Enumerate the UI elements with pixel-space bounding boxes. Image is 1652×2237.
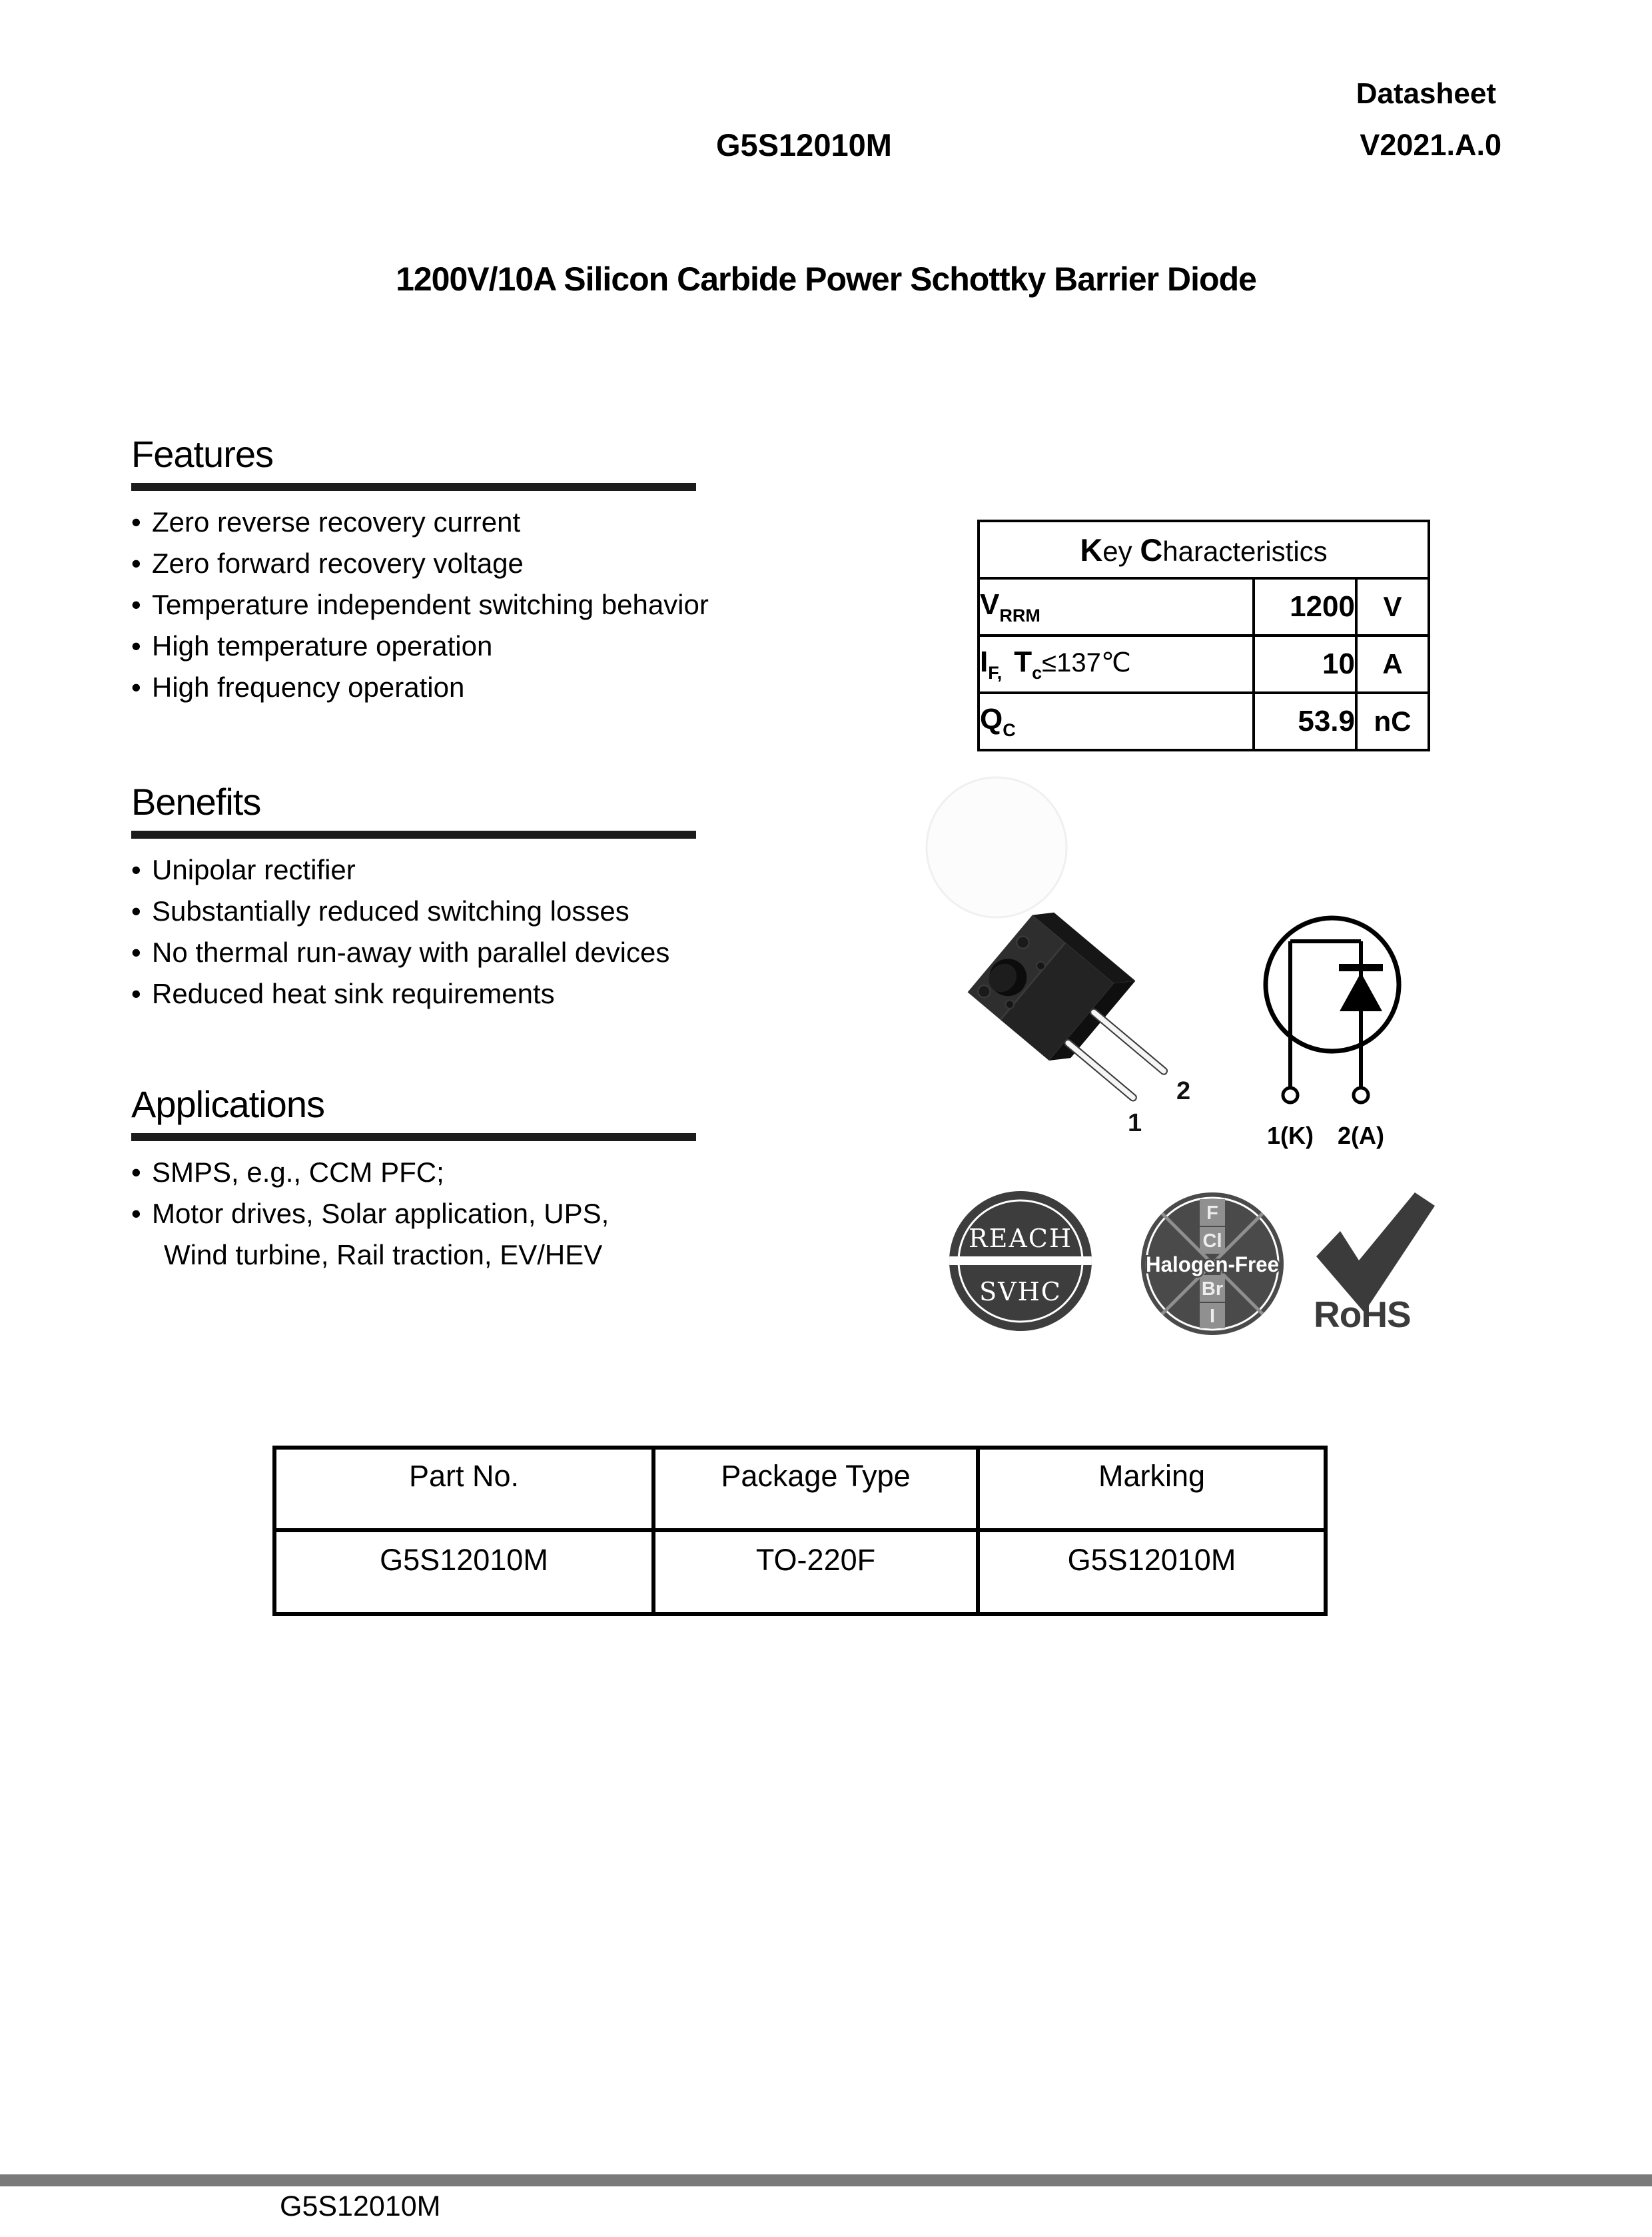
package-type-cell: TO-220F <box>653 1530 978 1614</box>
part-no-cell: G5S12010M <box>274 1530 653 1614</box>
column-header: Package Type <box>653 1448 978 1530</box>
list-item-text: SMPS, e.g., CCM PFC; <box>152 1156 444 1188</box>
title-segment: K <box>1080 532 1103 568</box>
title-segment: C <box>1140 532 1163 568</box>
table-row <box>979 578 1429 636</box>
list-item <box>131 543 771 584</box>
rohs-logo <box>1314 1192 1435 1335</box>
table-header-row <box>274 1448 1326 1530</box>
bullet-icon: • <box>131 630 141 662</box>
bullet-icon: • <box>131 895 141 927</box>
table-row <box>979 693 1429 750</box>
bullet-icon: • <box>131 1156 141 1188</box>
list-item <box>131 1152 771 1193</box>
list-item <box>131 849 771 891</box>
features-heading: Features <box>131 433 273 475</box>
value-cell: 53.9 <box>1254 693 1356 750</box>
applications-underline <box>131 1133 696 1141</box>
list-item <box>131 584 771 626</box>
param-subscript: F, <box>988 662 1003 683</box>
reach-svhc-logo <box>946 1191 1095 1331</box>
part-table <box>272 1446 1324 1616</box>
applications-section <box>131 1082 771 1270</box>
bullet-icon: • <box>131 1198 141 1229</box>
param-subscript: RRM <box>999 605 1040 626</box>
features-underline <box>131 483 696 491</box>
table-row <box>979 636 1429 693</box>
bullet-icon: • <box>131 978 141 1009</box>
svhc-label: SVHC <box>979 1277 1062 1306</box>
value-cell: 1200 <box>1254 578 1356 636</box>
features-list <box>131 502 771 708</box>
footer-divider-bar <box>0 2174 1652 2186</box>
element-cl: Cl <box>1202 1230 1222 1252</box>
list-item-text: Substantially reduced switching losses <box>152 895 629 927</box>
benefits-heading: Benefits <box>131 781 261 823</box>
param-symbol: T <box>1014 645 1032 678</box>
param-symbol: Q <box>980 702 1003 735</box>
diode-symbol-icon <box>1232 903 1439 1162</box>
package-image <box>919 773 1252 1159</box>
anode-terminal-label: 2(A) <box>1338 1122 1384 1149</box>
features-section <box>131 432 771 703</box>
list-item-text: Motor drives, Solar application, UPS, <box>152 1198 610 1229</box>
param-cell <box>979 636 1254 693</box>
unit-cell: nC <box>1356 693 1429 750</box>
list-item-text: Zero reverse recovery current <box>152 506 521 538</box>
cathode-terminal-label: 1(K) <box>1267 1122 1314 1149</box>
list-item <box>131 932 771 973</box>
rohs-label: RoHS <box>1314 1294 1411 1335</box>
table-row <box>274 1530 1326 1614</box>
pin-1-label: 1 <box>1128 1109 1142 1137</box>
title-segment: ey <box>1102 535 1140 567</box>
param-cell <box>979 578 1254 636</box>
bullet-icon: • <box>131 854 141 885</box>
benefits-section <box>131 779 771 1009</box>
param-symbol: I <box>980 645 989 678</box>
bullet-icon: • <box>131 548 141 579</box>
list-item-text: High frequency operation <box>152 671 465 703</box>
pin-2-label: 2 <box>1176 1077 1191 1105</box>
list-item-text: Wind turbine, Rail traction, EV/HEV <box>164 1239 603 1270</box>
list-item-text: Temperature independent switching behavior <box>152 589 709 620</box>
marking-cell: G5S12010M <box>978 1530 1326 1614</box>
title-segment: haracteristics <box>1162 535 1328 567</box>
param-subscript: C <box>1003 719 1016 740</box>
version-label: V2021.A.0 <box>1360 128 1501 162</box>
element-br: Br <box>1201 1278 1224 1300</box>
column-header: Marking <box>978 1448 1326 1530</box>
applications-list <box>131 1152 771 1276</box>
benefits-list <box>131 849 771 1015</box>
page-title: 1200V/10A Silicon Carbide Power Schottky Barrier Diode <box>396 260 1256 298</box>
value-cell: 10 <box>1254 636 1356 693</box>
applications-heading: Applications <box>131 1083 324 1125</box>
reach-label: REACH <box>968 1224 1073 1253</box>
bullet-icon: • <box>131 937 141 968</box>
unit-cell: V <box>1356 578 1429 636</box>
benefits-underline <box>131 831 696 839</box>
param-cell <box>979 693 1254 750</box>
list-item <box>131 891 771 932</box>
list-item-text: Unipolar rectifier <box>152 854 356 885</box>
list-item <box>131 1193 771 1234</box>
param-subscript: c <box>1032 662 1042 683</box>
column-header: Part No. <box>274 1448 653 1530</box>
list-item <box>131 973 771 1015</box>
list-item <box>131 502 771 543</box>
param-condition: ≤137℃ <box>1042 648 1131 677</box>
key-characteristics-table <box>977 520 1428 751</box>
doc-type-label: Datasheet <box>1356 77 1496 110</box>
list-item <box>131 667 771 708</box>
list-item-text: High temperature operation <box>152 630 493 662</box>
element-f: F <box>1206 1202 1218 1224</box>
bullet-icon: • <box>131 671 141 703</box>
watermark-circle <box>927 777 1066 917</box>
list-item-text: Reduced heat sink requirements <box>152 978 555 1009</box>
key-characteristics-title <box>979 521 1429 578</box>
unit-cell: A <box>1356 636 1429 693</box>
bullet-icon: • <box>131 589 141 620</box>
list-item-continuation <box>131 1234 771 1276</box>
list-item-text: Zero forward recovery voltage <box>152 548 524 579</box>
halogen-free-label: Halogen-Free <box>1146 1252 1279 1276</box>
part-number-header: G5S12010M <box>716 127 892 163</box>
compliance-logos <box>946 1186 1452 1339</box>
list-item-text: No thermal run-away with parallel devices <box>152 937 670 968</box>
bullet-icon: • <box>131 506 141 538</box>
halogen-free-logo <box>1141 1192 1284 1335</box>
element-i: I <box>1209 1306 1216 1327</box>
param-symbol: V <box>980 588 1000 621</box>
footer-part-number: G5S12010M <box>280 2190 441 2222</box>
list-item <box>131 626 771 667</box>
